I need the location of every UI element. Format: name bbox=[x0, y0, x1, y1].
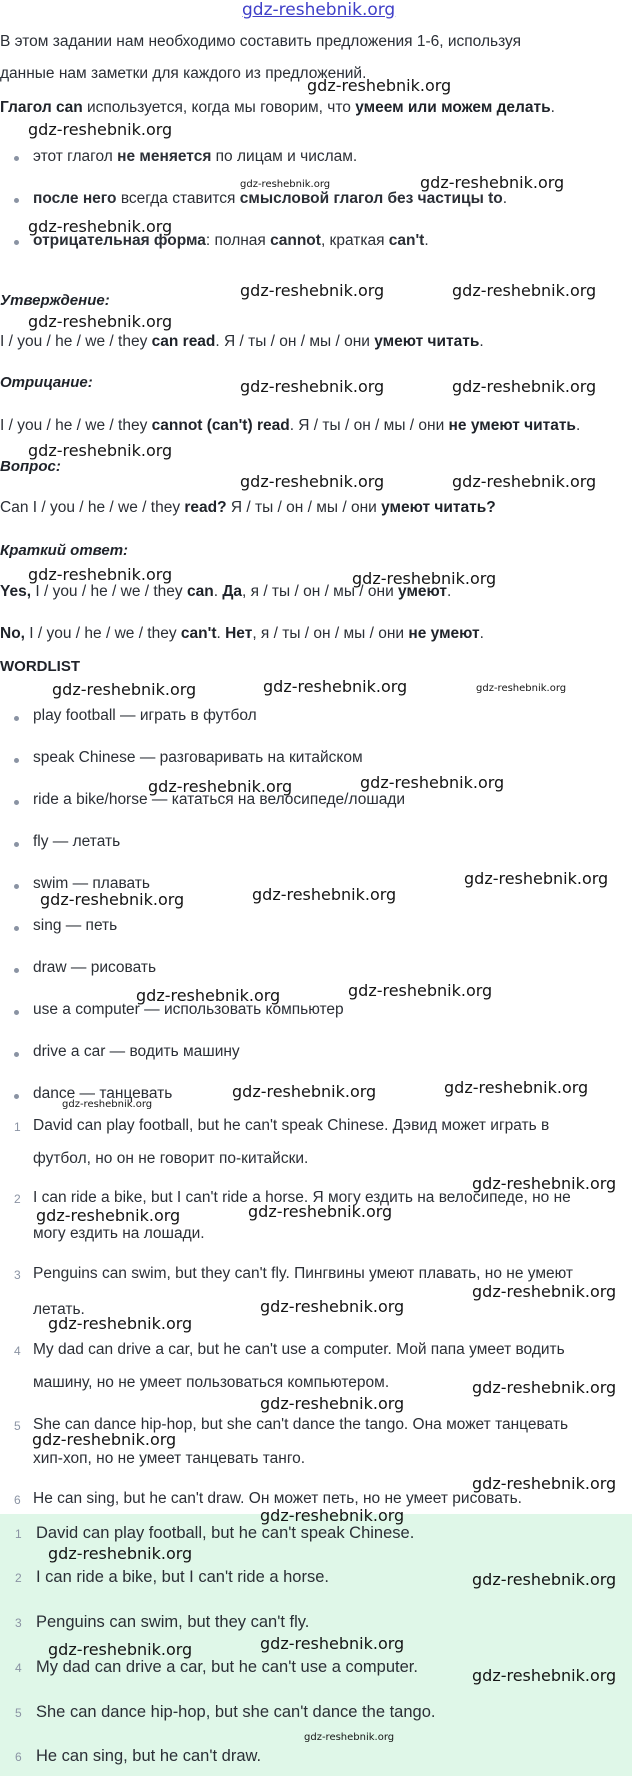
site-watermark: gdz-reshebnik.org bbox=[28, 217, 173, 236]
yes-bold: Да bbox=[222, 583, 242, 600]
neg-bold: не умеют читать bbox=[448, 417, 576, 434]
item-number: 3 bbox=[14, 1268, 21, 1282]
wordlist-item: ride a bike/horse — кататься на велосипеде/лошади bbox=[33, 791, 406, 808]
site-watermark: gdz-reshebnik.org bbox=[260, 1506, 405, 1525]
site-watermark: gdz-reshebnik.org bbox=[348, 981, 493, 1000]
bullet-dot bbox=[14, 240, 19, 245]
answer-number: 3 bbox=[15, 1616, 22, 1630]
yes-bold: Yes, bbox=[0, 583, 32, 600]
site-watermark: gdz-reshebnik.org bbox=[28, 312, 173, 331]
site-watermark: gdz-reshebnik.org bbox=[148, 777, 293, 796]
bullet-dot bbox=[14, 968, 19, 973]
answer-line: He can sing, but he can't draw. bbox=[36, 1747, 262, 1765]
answer-number: 5 bbox=[15, 1706, 22, 1720]
rule-text: . bbox=[424, 232, 429, 249]
bullet-dot bbox=[14, 198, 19, 203]
site-watermark: gdz-reshebnik.org bbox=[52, 680, 197, 699]
rule-text: . bbox=[502, 190, 508, 207]
neg-text: I / you / he / we / they bbox=[0, 417, 152, 434]
short-answer-heading: Краткий ответ: bbox=[0, 542, 129, 559]
bullet-dot bbox=[14, 884, 19, 889]
site-watermark: gdz-reshebnik.org bbox=[352, 569, 497, 588]
wordlist-item: speak Chinese — разговаривать на китайском bbox=[33, 749, 363, 766]
affirmation-heading: Утверждение: bbox=[0, 292, 110, 309]
site-watermark: gdz-reshebnik.org bbox=[452, 472, 597, 491]
wordlist-item: draw — рисовать bbox=[33, 959, 157, 976]
rule-bold: после него bbox=[33, 190, 117, 207]
yes-text: . bbox=[213, 583, 223, 600]
neg-text: . Я / ты / он / мы / они bbox=[289, 417, 449, 434]
answer-number: 2 bbox=[15, 1571, 22, 1585]
site-watermark: gdz-reshebnik.org bbox=[48, 1314, 193, 1333]
can-rule bbox=[0, 100, 555, 116]
bullet-dot bbox=[14, 758, 19, 763]
rule-bold: cannot bbox=[270, 232, 321, 249]
no-text: . bbox=[479, 625, 484, 642]
site-watermark: gdz-reshebnik.org bbox=[62, 1099, 153, 1110]
no-bold: No, bbox=[0, 625, 25, 642]
site-watermark: gdz-reshebnik.org bbox=[136, 986, 281, 1005]
site-watermark: gdz-reshebnik.org bbox=[240, 377, 385, 396]
question-text: Я / ты / он / мы / они bbox=[226, 499, 382, 516]
site-watermark: gdz-reshebnik.org bbox=[472, 1378, 617, 1397]
wordlist-item: sing — петь bbox=[33, 917, 118, 934]
bullet-dot bbox=[14, 1052, 19, 1057]
rule-item-1 bbox=[33, 149, 357, 165]
affirm-text: . bbox=[479, 333, 484, 350]
site-watermark: gdz-reshebnik.org bbox=[307, 76, 452, 95]
item-number: 1 bbox=[14, 1120, 21, 1134]
site-watermark: gdz-reshebnik.org bbox=[472, 1570, 617, 1589]
yes-text: , я / ты / он / мы / они bbox=[242, 583, 399, 600]
site-watermark: gdz-reshebnik.org bbox=[472, 1174, 617, 1193]
sentence-line: David can play football, but he can't speak Chinese. Дэвид может играть в bbox=[33, 1117, 550, 1134]
affirm-bold: умеют читать bbox=[374, 333, 480, 350]
site-watermark: gdz-reshebnik.org bbox=[28, 565, 173, 584]
site-watermark: gdz-reshebnik.org bbox=[444, 1078, 589, 1097]
bullet-dot bbox=[14, 926, 19, 931]
rule-text: : полная bbox=[205, 232, 271, 249]
wordlist-title: WORDLIST bbox=[0, 658, 80, 675]
sentence-line: She can dance hip-hop, but she can't dance the tango. Она может танцевать bbox=[33, 1416, 569, 1433]
site-watermark: gdz-reshebnik.org bbox=[48, 1640, 193, 1659]
site-watermark: gdz-reshebnik.org bbox=[464, 869, 609, 888]
no-text: . bbox=[216, 625, 226, 642]
sentence-line: могу ездить на лошади. bbox=[33, 1225, 205, 1242]
negation-heading: Отрицание: bbox=[0, 374, 93, 391]
sentence-line: хип-хоп, но не умеет танцевать танго. bbox=[33, 1450, 306, 1467]
sentence-line: Penguins can swim, but they can't fly. Пингвины умеют плавать, но не умеют bbox=[33, 1265, 573, 1282]
intro-line-1: В этом задании нам необходимо составить предложения 1-6, используя bbox=[0, 33, 521, 50]
can-rule-text: используется, когда мы говорим, что bbox=[82, 99, 356, 116]
intro-line-2: данные нам заметки для каждого из предложений. bbox=[0, 65, 367, 82]
rule-text: по лицам и числам. bbox=[211, 148, 358, 165]
yes-bold: умеют bbox=[398, 583, 447, 600]
site-watermark: gdz-reshebnik.org bbox=[472, 1666, 617, 1685]
bullet-dot bbox=[14, 716, 19, 721]
site-watermark: gdz-reshebnik.org bbox=[28, 441, 173, 460]
question-line bbox=[0, 500, 496, 516]
sentence-line: футбол, но он не говорит по-китайски. bbox=[33, 1150, 309, 1167]
yes-text: I / you / he / we / they bbox=[31, 583, 187, 600]
wordlist-item: play football — играть в футбол bbox=[33, 707, 257, 724]
wordlist-item: dance — танцевать bbox=[33, 1085, 173, 1102]
answer-line: I can ride a bike, but I can't ride a horse. bbox=[36, 1568, 329, 1586]
site-watermark: gdz-reshebnik.org bbox=[304, 1732, 395, 1743]
site-watermark: gdz-reshebnik.org bbox=[260, 1394, 405, 1413]
rule-item-2 bbox=[33, 191, 507, 207]
item-number: 6 bbox=[14, 1493, 21, 1507]
no-bold: Нет bbox=[225, 625, 253, 642]
affirmation-line bbox=[0, 334, 484, 350]
question-bold: умеют читать? bbox=[381, 499, 496, 516]
site-watermark: gdz-reshebnik.org bbox=[240, 179, 331, 190]
site-watermark: gdz-reshebnik.org bbox=[420, 173, 565, 192]
site-watermark: gdz-reshebnik.org bbox=[263, 677, 408, 696]
affirm-text: . Я / ты / он / мы / они bbox=[215, 333, 375, 350]
wordlist-item: drive a car — водить машину bbox=[33, 1043, 240, 1060]
site-watermark: gdz-reshebnik.org bbox=[48, 1544, 193, 1563]
wordlist-item: swim — плавать bbox=[33, 875, 150, 892]
can-rule-end: . bbox=[550, 99, 555, 116]
answer-line: She can dance hip-hop, but she can't dance the tango. bbox=[36, 1703, 436, 1721]
sentence-line: I can ride a bike, but I can't ride a horse. Я могу ездить на велосипеде, но не bbox=[33, 1189, 571, 1206]
sentence-line: He can sing, but he can't draw. Он может петь, но не умеет рисовать. bbox=[33, 1490, 522, 1507]
rule-text: этот глагол bbox=[33, 148, 118, 165]
answer-line: David can play football, but he can't speak Chinese. bbox=[36, 1524, 415, 1542]
item-number: 2 bbox=[14, 1192, 21, 1206]
rule-text: всегда ставится bbox=[116, 190, 240, 207]
bullet-dot bbox=[14, 800, 19, 805]
site-watermark: gdz-reshebnik.org bbox=[252, 885, 397, 904]
bullet-dot bbox=[14, 156, 19, 161]
site-watermark: gdz-reshebnik.org bbox=[232, 1082, 377, 1101]
yes-bold: can bbox=[186, 583, 214, 600]
affirm-text: I / you / he / we / they bbox=[0, 333, 152, 350]
bullet-dot bbox=[14, 1094, 19, 1099]
site-watermark: gdz-reshebnik.org bbox=[248, 1202, 393, 1221]
sentence-line: летать. bbox=[33, 1301, 85, 1318]
yes-text: . bbox=[447, 583, 452, 600]
sentence-line: машину, но не умеет пользоваться компьютером. bbox=[33, 1374, 390, 1391]
rule-bold: смысловой глагол без частицы to bbox=[239, 190, 503, 207]
site-watermark: gdz-reshebnik.org bbox=[472, 1474, 617, 1493]
site-watermark: gdz-reshebnik.org bbox=[240, 472, 385, 491]
site-watermark: gdz-reshebnik.org bbox=[452, 281, 597, 300]
bullet-dot bbox=[14, 842, 19, 847]
neg-text: . bbox=[575, 417, 581, 434]
negation-line bbox=[0, 418, 580, 434]
site-watermark: gdz-reshebnik.org bbox=[260, 1297, 405, 1316]
affirm-bold: can read bbox=[151, 333, 216, 350]
answer-number: 6 bbox=[15, 1750, 22, 1764]
site-watermark: gdz-reshebnik.org bbox=[28, 120, 173, 139]
neg-bold: cannot (can't) read bbox=[151, 417, 290, 434]
site-watermark: gdz-reshebnik.org bbox=[260, 1634, 405, 1653]
answer-number: 4 bbox=[15, 1661, 22, 1675]
site-watermark: gdz-reshebnik.org bbox=[360, 773, 505, 792]
wordlist-item: fly — летать bbox=[33, 833, 121, 850]
site-watermark[interactable]: gdz-reshebnik.org bbox=[242, 0, 396, 20]
site-watermark: gdz-reshebnik.org bbox=[36, 1206, 181, 1225]
wordlist-item: use a computer — использовать компьютер bbox=[33, 1001, 344, 1018]
no-text: I / you / he / we / they bbox=[24, 625, 181, 642]
answer-line: Penguins can swim, but they can't fly. bbox=[36, 1613, 310, 1631]
site-watermark: gdz-reshebnik.org bbox=[476, 683, 567, 694]
can-rule-term: Глагол can bbox=[0, 99, 83, 116]
sentence-line: My dad can drive a car, but he can't use a computer. Мой папа умеет водить bbox=[33, 1341, 565, 1358]
question-heading: Вопрос: bbox=[0, 458, 61, 475]
rule-bold: отрицательная форма bbox=[33, 232, 206, 249]
site-watermark: gdz-reshebnik.org bbox=[40, 890, 185, 909]
question-text: Can I / you / he / we / they bbox=[0, 499, 185, 516]
question-bold: read? bbox=[184, 499, 227, 516]
no-bold: не умеют bbox=[408, 625, 480, 642]
rule-bold: can't bbox=[388, 232, 425, 249]
bullet-dot bbox=[14, 1010, 19, 1015]
site-watermark: gdz-reshebnik.org bbox=[32, 1430, 177, 1449]
rule-bold: не меняется bbox=[117, 148, 212, 165]
site-watermark: gdz-reshebnik.org bbox=[452, 377, 597, 396]
answer-number: 1 bbox=[15, 1527, 22, 1541]
item-number: 5 bbox=[14, 1419, 21, 1433]
no-bold: can't bbox=[180, 625, 217, 642]
answer-line: My dad can drive a car, but he can't use a computer. bbox=[36, 1658, 418, 1676]
rule-text: , краткая bbox=[320, 232, 389, 249]
item-number: 4 bbox=[14, 1344, 21, 1358]
site-watermark: gdz-reshebnik.org bbox=[472, 1282, 617, 1301]
can-rule-meaning: умеем или можем делать bbox=[355, 99, 551, 116]
short-answer-no bbox=[0, 626, 484, 642]
site-watermark: gdz-reshebnik.org bbox=[240, 281, 385, 300]
no-text: , я / ты / он / мы / они bbox=[252, 625, 409, 642]
